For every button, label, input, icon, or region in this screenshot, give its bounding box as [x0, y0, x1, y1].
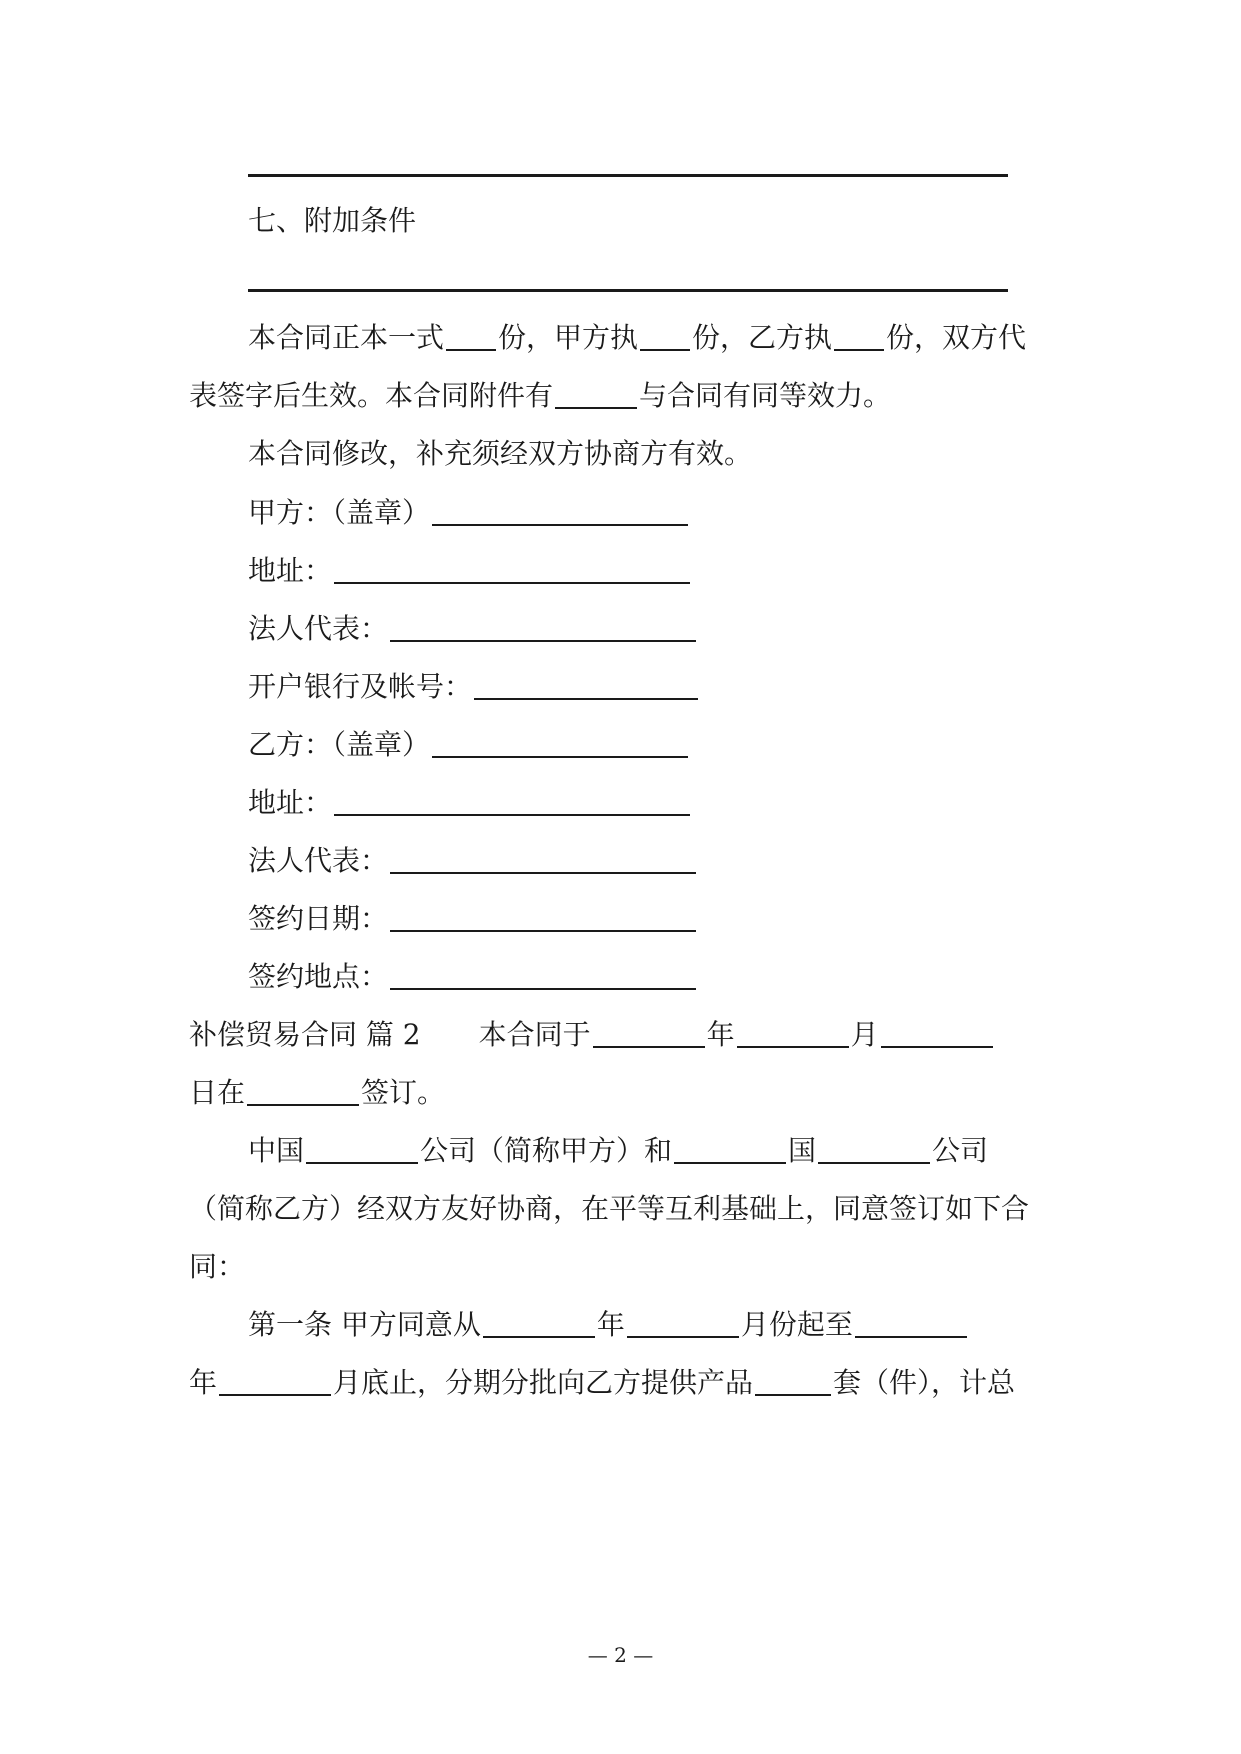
- party-a-seal-line: [248, 493, 690, 533]
- party-a-bank-label: 开户银行及帐号：: [248, 670, 473, 703]
- party-b-rep-blank[interactable]: [390, 844, 696, 874]
- blank-rule-top: [248, 174, 1008, 177]
- party-b-seal-line: [248, 725, 690, 765]
- party-a-copies-blank[interactable]: [640, 321, 690, 351]
- copies-text-1: 本合同正本一式: [248, 321, 445, 354]
- article1-quantity-blank[interactable]: [755, 1366, 831, 1396]
- article1-text-3: 月份起至: [740, 1308, 853, 1341]
- party-b-company-blank[interactable]: [818, 1134, 930, 1164]
- parties-text-2: 公司（简称甲方）和: [420, 1134, 673, 1167]
- party-a-seal-label: 甲方：（盖章）: [248, 496, 431, 529]
- amendment-clause: 本合同修改，补充须经双方协商方有效。: [248, 437, 753, 470]
- party-b-rep-line: [248, 841, 698, 881]
- sign-place-label: 签约地点：: [248, 960, 389, 993]
- party-a-bank-blank[interactable]: [474, 670, 698, 700]
- copies-clause-line-2: [189, 376, 891, 416]
- intro-month-blank[interactable]: [737, 1018, 849, 1048]
- article1-text-2: 年: [596, 1308, 625, 1341]
- party-a-seal-blank[interactable]: [432, 496, 688, 526]
- parties-line-2: （简称乙方）经双方友好协商，在平等互利基础上，同意签订如下合: [189, 1192, 1030, 1225]
- part2-title-line: [189, 1015, 995, 1055]
- parties-line-1: [248, 1131, 988, 1171]
- section-heading-7: 七、附加条件: [248, 204, 417, 237]
- party-b-country-blank[interactable]: [674, 1134, 786, 1164]
- article1-text-5: 月底止，分期分批向乙方提供产品: [333, 1366, 754, 1399]
- intro-year-blank[interactable]: [593, 1018, 705, 1048]
- sign-place-line: [248, 957, 698, 997]
- party-a-rep-line: [248, 609, 698, 649]
- page-number: — 2 —: [587, 1643, 654, 1667]
- sign-date-label: 签约日期：: [248, 902, 389, 935]
- intro-line-2: [189, 1073, 445, 1113]
- party-b-address-line: [248, 783, 692, 823]
- copies-text-5: 表签字后生效。本合同附件有: [189, 379, 554, 412]
- party-a-bank-line: [248, 667, 700, 707]
- party-b-rep-label: 法人代表：: [248, 844, 389, 877]
- copies-count-blank[interactable]: [446, 321, 496, 351]
- party-b-seal-label: 乙方：（盖章）: [248, 728, 431, 761]
- copies-text-6: 与合同有同等效力。: [639, 379, 892, 412]
- intro-day-blank[interactable]: [881, 1018, 993, 1048]
- party-b-address-blank[interactable]: [334, 786, 690, 816]
- article1-start-year-blank[interactable]: [483, 1308, 595, 1338]
- attachment-blank[interactable]: [555, 379, 637, 409]
- party-a-address-label: 地址：: [248, 554, 333, 587]
- party-a-company-blank[interactable]: [306, 1134, 418, 1164]
- party-b-seal-blank[interactable]: [432, 728, 688, 758]
- intro-text-4: 日在: [189, 1076, 246, 1109]
- article1-line-2: [189, 1363, 1015, 1403]
- intro-text-1: 本合同于: [478, 1018, 591, 1051]
- article1-text-1: 第一条 甲方同意从: [248, 1308, 481, 1341]
- parties-text-1: 中国: [248, 1134, 305, 1167]
- article1-start-month-blank[interactable]: [627, 1308, 739, 1338]
- article1-end-year-blank[interactable]: [855, 1308, 967, 1338]
- party-a-address-line: [248, 551, 692, 591]
- party-a-address-blank[interactable]: [334, 554, 690, 584]
- intro-text-2: 年: [706, 1018, 735, 1051]
- part2-title: 补偿贸易合同 篇 2: [189, 1018, 421, 1051]
- intro-text-5: 签订。: [361, 1076, 446, 1109]
- party-b-copies-blank[interactable]: [834, 321, 884, 351]
- article1-text-6: 套（件），计总: [833, 1366, 1016, 1399]
- party-a-rep-blank[interactable]: [390, 612, 696, 642]
- copies-clause-line-1: [248, 318, 1026, 358]
- parties-line-3: 同：: [189, 1250, 246, 1283]
- parties-text-4: 公司: [932, 1134, 989, 1167]
- intro-place-blank[interactable]: [247, 1076, 359, 1106]
- article1-end-month-blank[interactable]: [219, 1366, 331, 1396]
- copies-text-2: 份，甲方执: [498, 321, 639, 354]
- party-b-address-label: 地址：: [248, 786, 333, 819]
- party-a-rep-label: 法人代表：: [248, 612, 389, 645]
- sign-place-blank[interactable]: [390, 960, 696, 990]
- sign-date-blank[interactable]: [390, 902, 696, 932]
- copies-text-4: 份，双方代: [886, 321, 1027, 354]
- article1-line-1: [248, 1305, 969, 1345]
- parties-text-3: 国: [788, 1134, 817, 1167]
- article1-text-4: 年: [189, 1366, 218, 1399]
- blank-rule-additional-terms: [248, 289, 1008, 292]
- intro-text-3: 月: [850, 1018, 879, 1051]
- sign-date-line: [248, 899, 698, 939]
- copies-text-3: 份，乙方执: [692, 321, 833, 354]
